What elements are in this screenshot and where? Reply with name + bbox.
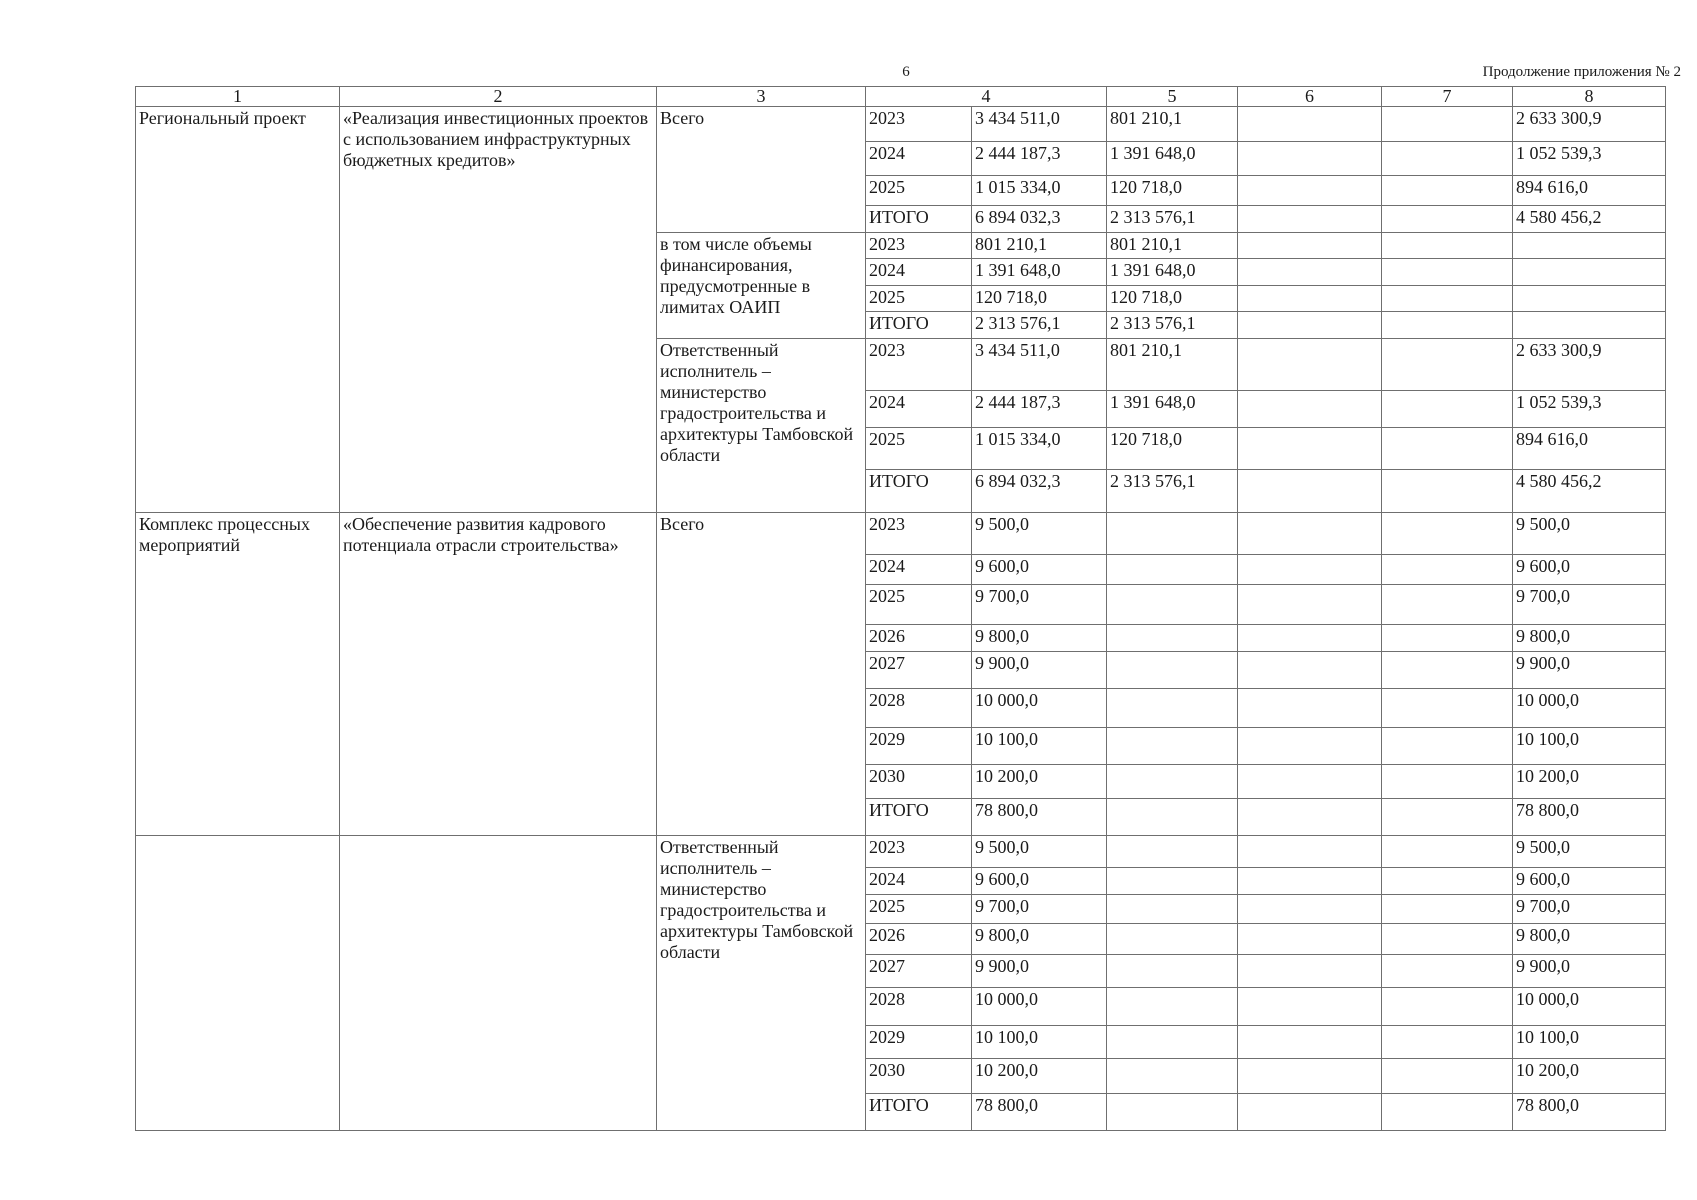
value-cell: [1382, 107, 1513, 142]
value-cell: [1238, 652, 1382, 689]
year-cell: 2023: [866, 836, 972, 868]
year-cell: 2028: [866, 689, 972, 728]
value-cell: 10 100,0: [972, 728, 1107, 765]
year-cell: 2024: [866, 868, 972, 895]
value-cell: 9 500,0: [1513, 836, 1666, 868]
value-cell: [1107, 988, 1238, 1026]
year-cell: ИТОГО: [866, 206, 972, 233]
value-cell: 9 500,0: [972, 513, 1107, 555]
value-cell: [1238, 286, 1382, 312]
value-cell: [1238, 924, 1382, 955]
year-cell: 2025: [866, 428, 972, 470]
value-cell: [1382, 625, 1513, 652]
value-cell: 2 313 576,1: [1107, 206, 1238, 233]
value-cell: 10 100,0: [1513, 1026, 1666, 1059]
year-cell: 2025: [866, 286, 972, 312]
value-cell: 10 000,0: [972, 689, 1107, 728]
value-cell: 9 800,0: [972, 625, 1107, 652]
value-cell: 78 800,0: [972, 1094, 1107, 1131]
value-cell: [1382, 339, 1513, 391]
value-cell: [1107, 1094, 1238, 1131]
value-cell: [1382, 142, 1513, 176]
value-cell: 78 800,0: [1513, 1094, 1666, 1131]
value-cell: 10 200,0: [1513, 1059, 1666, 1094]
value-cell: [1238, 868, 1382, 895]
value-cell: [1382, 895, 1513, 924]
value-cell: 4 580 456,2: [1513, 206, 1666, 233]
value-cell: [1107, 895, 1238, 924]
value-cell: 3 434 511,0: [972, 339, 1107, 391]
value-cell: [1382, 689, 1513, 728]
value-cell: [1382, 924, 1513, 955]
value-cell: [1238, 988, 1382, 1026]
value-cell: 9 500,0: [1513, 513, 1666, 555]
value-cell: [1382, 955, 1513, 988]
value-cell: 1 052 539,3: [1513, 142, 1666, 176]
value-cell: 10 200,0: [972, 1059, 1107, 1094]
year-cell: 2023: [866, 513, 972, 555]
value-cell: 2 444 187,3: [972, 142, 1107, 176]
value-cell: [1238, 176, 1382, 206]
value-cell: 801 210,1: [1107, 339, 1238, 391]
value-cell: 2 313 576,1: [1107, 312, 1238, 339]
value-cell: 801 210,1: [1107, 233, 1238, 259]
value-cell: [1238, 955, 1382, 988]
value-cell: 1 391 648,0: [1107, 142, 1238, 176]
year-cell: 2030: [866, 765, 972, 799]
value-cell: [1107, 513, 1238, 555]
value-cell: [1382, 513, 1513, 555]
value-cell: [1238, 470, 1382, 513]
value-cell: 894 616,0: [1513, 176, 1666, 206]
year-cell: ИТОГО: [866, 799, 972, 836]
value-cell: [1382, 799, 1513, 836]
year-cell: 2027: [866, 652, 972, 689]
value-cell: [1382, 286, 1513, 312]
value-cell: 1 391 648,0: [972, 259, 1107, 286]
year-cell: 2026: [866, 625, 972, 652]
value-cell: [1107, 868, 1238, 895]
value-cell: [1107, 765, 1238, 799]
year-cell: 2025: [866, 585, 972, 625]
value-cell: [1238, 391, 1382, 428]
header-col-1: 1: [136, 87, 340, 107]
value-cell: [1382, 391, 1513, 428]
value-cell: 120 718,0: [1107, 286, 1238, 312]
value-cell: 2 633 300,9: [1513, 107, 1666, 142]
value-cell: [1382, 259, 1513, 286]
value-cell: [1238, 765, 1382, 799]
value-cell: [1382, 585, 1513, 625]
value-cell: [1513, 259, 1666, 286]
value-cell: [1513, 286, 1666, 312]
year-cell: ИТОГО: [866, 1094, 972, 1131]
value-cell: 78 800,0: [1513, 799, 1666, 836]
value-cell: 801 210,1: [972, 233, 1107, 259]
header-col-7: 7: [1382, 87, 1513, 107]
value-cell: 9 800,0: [1513, 924, 1666, 955]
value-cell: 1 052 539,3: [1513, 391, 1666, 428]
year-cell: 2025: [866, 176, 972, 206]
value-cell: [1107, 728, 1238, 765]
value-cell: [1107, 625, 1238, 652]
value-cell: [1238, 625, 1382, 652]
group-label-cell: Ответственный исполнитель – министерство градостроительства и архитектуры Тамбовской области: [657, 836, 866, 1131]
section2-empty-type-cell: [136, 836, 340, 1131]
value-cell: 2 444 187,3: [972, 391, 1107, 428]
value-cell: [1238, 428, 1382, 470]
value-cell: 9 600,0: [972, 555, 1107, 585]
value-cell: [1238, 728, 1382, 765]
year-cell: 2029: [866, 728, 972, 765]
year-cell: 2023: [866, 339, 972, 391]
value-cell: 9 900,0: [1513, 955, 1666, 988]
year-cell: 2024: [866, 142, 972, 176]
section2-name-cell: «Обеспечение развития кадрового потенциала отрасли строительства»: [340, 513, 657, 836]
value-cell: [1382, 868, 1513, 895]
financing-table: [135, 86, 1666, 1131]
value-cell: [1382, 1026, 1513, 1059]
page-number: 6: [902, 64, 910, 80]
value-cell: [1238, 233, 1382, 259]
value-cell: 9 700,0: [972, 895, 1107, 924]
header-col-4: 4: [866, 87, 1107, 107]
value-cell: [1382, 988, 1513, 1026]
year-cell: 2024: [866, 391, 972, 428]
table-row: [136, 836, 1666, 868]
value-cell: 9 800,0: [972, 924, 1107, 955]
year-cell: 2030: [866, 1059, 972, 1094]
value-cell: 120 718,0: [1107, 176, 1238, 206]
value-cell: 10 000,0: [1513, 988, 1666, 1026]
value-cell: 10 200,0: [1513, 765, 1666, 799]
header-col-8: 8: [1513, 87, 1666, 107]
year-cell: 2023: [866, 107, 972, 142]
value-cell: [1382, 470, 1513, 513]
value-cell: [1382, 312, 1513, 339]
value-cell: [1107, 1026, 1238, 1059]
header-col-6: 6: [1238, 87, 1382, 107]
header-row: [136, 87, 1666, 107]
value-cell: 9 600,0: [1513, 868, 1666, 895]
value-cell: 9 700,0: [972, 585, 1107, 625]
year-cell: ИТОГО: [866, 470, 972, 513]
value-cell: [1238, 513, 1382, 555]
value-cell: 2 313 576,1: [972, 312, 1107, 339]
value-cell: [1238, 799, 1382, 836]
year-cell: 2029: [866, 1026, 972, 1059]
value-cell: [1107, 555, 1238, 585]
value-cell: 10 200,0: [972, 765, 1107, 799]
group-label-cell: Всего: [657, 107, 866, 233]
value-cell: 9 600,0: [972, 868, 1107, 895]
table-row: [136, 107, 1666, 142]
value-cell: [1382, 652, 1513, 689]
value-cell: [1107, 924, 1238, 955]
group-label-cell: Ответственный исполнитель – министерство градостроительства и архитектуры Тамбовской области: [657, 339, 866, 513]
value-cell: [1238, 895, 1382, 924]
section1-name-cell: «Реализация инвестиционных проектов с использованием инфраструктурных бюджетных кредитов»: [340, 107, 657, 513]
value-cell: [1238, 107, 1382, 142]
value-cell: [1238, 259, 1382, 286]
section2-empty-name-cell: [340, 836, 657, 1131]
value-cell: 9 700,0: [1513, 585, 1666, 625]
group-label-cell: в том числе объемы финансирования, предусмотренные в лимитах ОАИП: [657, 233, 866, 339]
year-cell: 2028: [866, 988, 972, 1026]
value-cell: [1238, 689, 1382, 728]
value-cell: [1238, 1026, 1382, 1059]
value-cell: [1107, 955, 1238, 988]
value-cell: 894 616,0: [1513, 428, 1666, 470]
value-cell: 9 600,0: [1513, 555, 1666, 585]
value-cell: 6 894 032,3: [972, 206, 1107, 233]
value-cell: 10 100,0: [972, 1026, 1107, 1059]
value-cell: 3 434 511,0: [972, 107, 1107, 142]
value-cell: 2 313 576,1: [1107, 470, 1238, 513]
appendix-caption: Продолжение приложения № 2: [1482, 64, 1681, 80]
value-cell: [1382, 555, 1513, 585]
value-cell: 1 015 334,0: [972, 428, 1107, 470]
group-label-cell: Всего: [657, 513, 866, 836]
value-cell: [1382, 836, 1513, 868]
value-cell: [1382, 206, 1513, 233]
value-cell: 10 100,0: [1513, 728, 1666, 765]
value-cell: 9 900,0: [1513, 652, 1666, 689]
value-cell: 120 718,0: [972, 286, 1107, 312]
value-cell: 4 580 456,2: [1513, 470, 1666, 513]
value-cell: 9 700,0: [1513, 895, 1666, 924]
value-cell: 10 000,0: [972, 988, 1107, 1026]
value-cell: 1 015 334,0: [972, 176, 1107, 206]
value-cell: 9 900,0: [972, 652, 1107, 689]
header-col-5: 5: [1107, 87, 1238, 107]
header-col-3: 3: [657, 87, 866, 107]
section1-type-cell: Региональный проект: [136, 107, 340, 513]
value-cell: 2 633 300,9: [1513, 339, 1666, 391]
value-cell: 9 800,0: [1513, 625, 1666, 652]
value-cell: [1238, 339, 1382, 391]
value-cell: [1382, 765, 1513, 799]
value-cell: [1107, 836, 1238, 868]
value-cell: 801 210,1: [1107, 107, 1238, 142]
value-cell: [1107, 799, 1238, 836]
section2-type-cell: Комплекс процессных мероприятий: [136, 513, 340, 836]
value-cell: [1107, 1059, 1238, 1094]
year-cell: 2027: [866, 955, 972, 988]
value-cell: [1382, 1059, 1513, 1094]
value-cell: [1107, 652, 1238, 689]
value-cell: [1382, 1094, 1513, 1131]
value-cell: 1 391 648,0: [1107, 259, 1238, 286]
year-cell: 2024: [866, 555, 972, 585]
year-cell: 2025: [866, 895, 972, 924]
table-row: [136, 513, 1666, 555]
value-cell: [1238, 555, 1382, 585]
value-cell: 9 500,0: [972, 836, 1107, 868]
value-cell: [1382, 428, 1513, 470]
value-cell: [1238, 1059, 1382, 1094]
value-cell: [1238, 312, 1382, 339]
value-cell: [1238, 206, 1382, 233]
year-cell: 2024: [866, 259, 972, 286]
value-cell: 78 800,0: [972, 799, 1107, 836]
value-cell: [1513, 233, 1666, 259]
value-cell: [1513, 312, 1666, 339]
year-cell: ИТОГО: [866, 312, 972, 339]
value-cell: 9 900,0: [972, 955, 1107, 988]
year-cell: 2026: [866, 924, 972, 955]
value-cell: [1238, 1094, 1382, 1131]
value-cell: [1238, 585, 1382, 625]
header-col-2: 2: [340, 87, 657, 107]
year-cell: 2023: [866, 233, 972, 259]
value-cell: [1107, 585, 1238, 625]
value-cell: [1238, 836, 1382, 868]
value-cell: 6 894 032,3: [972, 470, 1107, 513]
value-cell: 10 000,0: [1513, 689, 1666, 728]
value-cell: [1382, 176, 1513, 206]
value-cell: [1382, 728, 1513, 765]
value-cell: 1 391 648,0: [1107, 391, 1238, 428]
value-cell: 120 718,0: [1107, 428, 1238, 470]
value-cell: [1382, 233, 1513, 259]
value-cell: [1107, 689, 1238, 728]
value-cell: [1238, 142, 1382, 176]
